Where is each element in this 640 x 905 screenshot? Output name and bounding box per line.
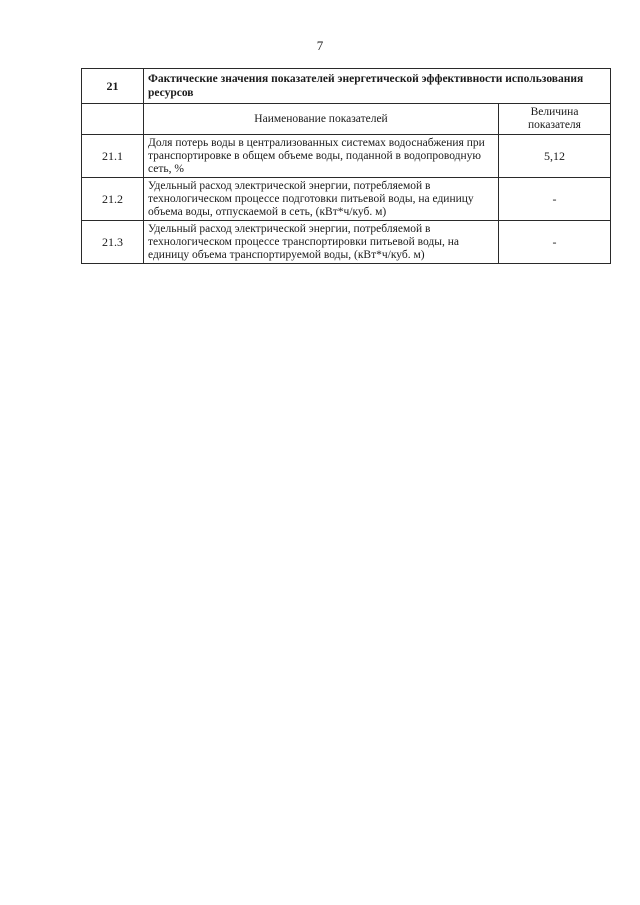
row-number: 21.3 (82, 221, 144, 264)
row-value: - (499, 221, 611, 264)
page-number: 7 (316, 38, 324, 53)
row-value: - (499, 178, 611, 221)
column-header-value: Величина показателя (499, 104, 611, 135)
table-row (82, 135, 611, 178)
table-row (82, 221, 611, 264)
column-header-row (82, 104, 611, 135)
section-number: 21 (82, 69, 144, 104)
row-number: 21.1 (82, 135, 144, 178)
section-header-row (82, 69, 611, 104)
indicators-table (81, 68, 611, 264)
row-number: 21.2 (82, 178, 144, 221)
table-row (82, 178, 611, 221)
section-title: Фактические значения показателей энергетической эффективности использования ресурсов (144, 69, 611, 104)
row-value: 5,12 (499, 135, 611, 178)
row-name: Удельный расход электрической энергии, потребляемой в технологическом процессе транспортировки питьевой воды, на единицу объема транспортируемой воды, (кВт*ч/куб. м) (144, 221, 499, 264)
row-name: Доля потерь воды в централизованных системах водоснабжения при транспортировке в общем объеме воды, поданной в водопроводную сеть, % (144, 135, 499, 178)
row-name: Удельный расход электрической энергии, потребляемой в технологическом процессе подготовки питьевой воды, на единицу объема воды, отпускаемой в сеть, (кВт*ч/куб. м) (144, 178, 499, 221)
column-header-name: Наименование показателей (144, 104, 499, 135)
column-header-number (82, 104, 144, 135)
